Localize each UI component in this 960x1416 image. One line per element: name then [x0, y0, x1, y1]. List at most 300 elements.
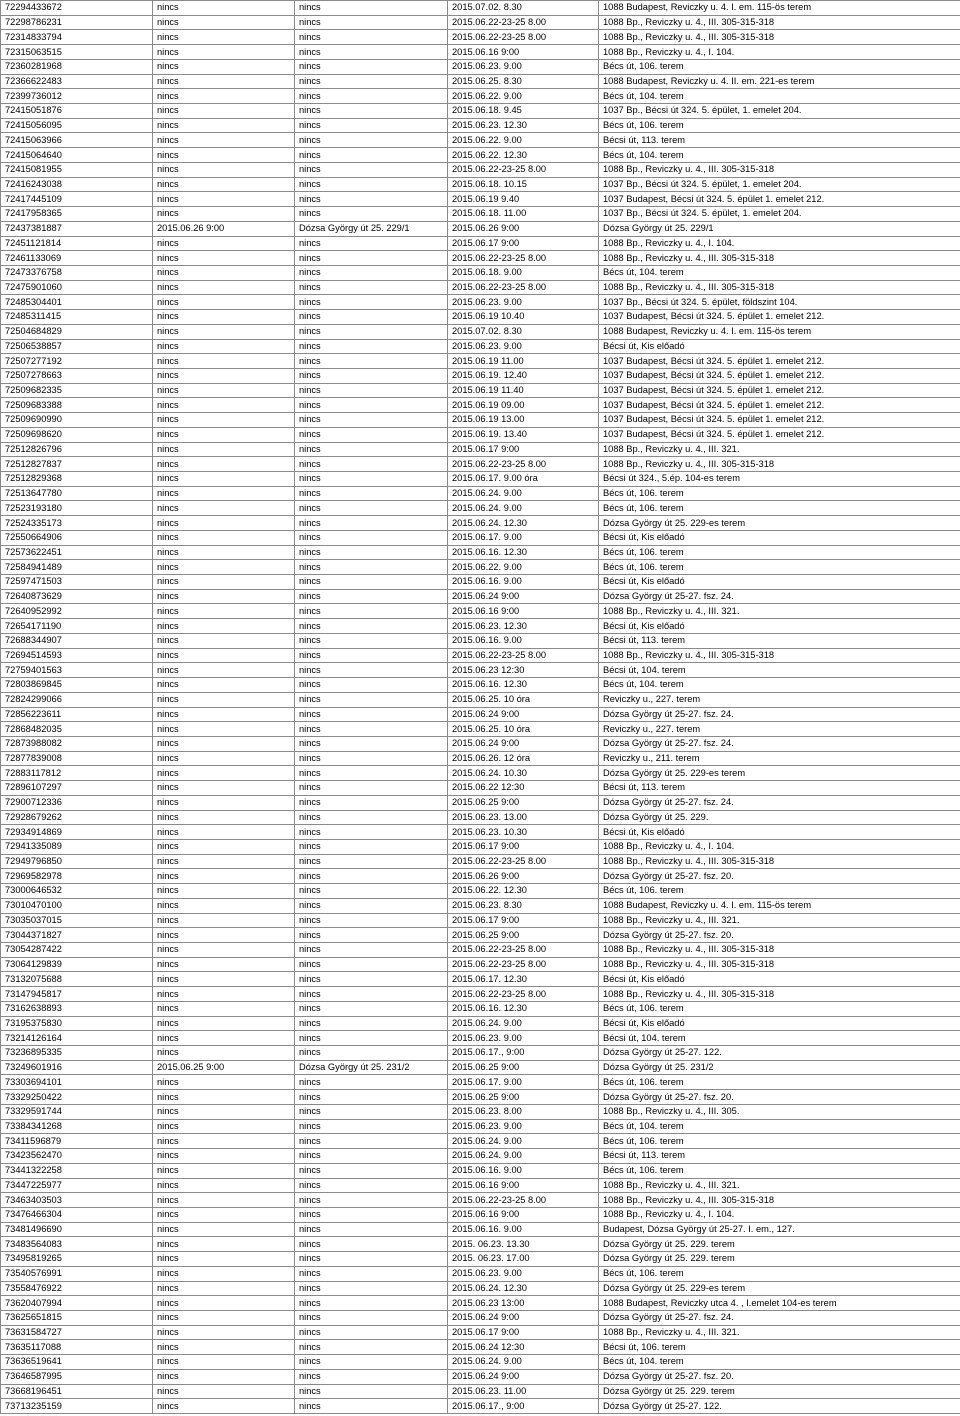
location-cell[interactable]: nincs — [295, 604, 448, 619]
id-cell[interactable]: 72969582978 — [1, 869, 153, 884]
id-cell[interactable]: 73064129839 — [1, 957, 153, 972]
exam-date-cell[interactable]: 2015.06.22. 12.30 — [448, 148, 599, 163]
date-cell[interactable]: nincs — [153, 324, 295, 339]
location-cell[interactable]: nincs — [295, 310, 448, 325]
exam-date-cell[interactable]: 2015.06.22-23-25 8.00 — [448, 648, 599, 663]
id-cell[interactable]: 73476466304 — [1, 1207, 153, 1222]
id-cell[interactable]: 72640873629 — [1, 589, 153, 604]
date-cell[interactable]: nincs — [153, 354, 295, 369]
id-cell[interactable]: 73010470100 — [1, 898, 153, 913]
date-cell[interactable]: nincs — [153, 957, 295, 972]
location-cell[interactable]: nincs — [295, 1193, 448, 1208]
id-cell[interactable]: 72314833794 — [1, 30, 153, 45]
location-cell[interactable]: nincs — [295, 1237, 448, 1252]
date-cell[interactable]: nincs — [153, 1325, 295, 1340]
location-cell[interactable]: nincs — [295, 1340, 448, 1355]
exam-location-cell[interactable]: Bécsi út, 113. terem — [599, 133, 960, 148]
exam-location-cell[interactable]: Bécsi út, 106. terem — [599, 1340, 960, 1355]
exam-date-cell[interactable]: 2015.06.16. 12.30 — [448, 678, 599, 693]
exam-location-cell[interactable]: 1037 Bp., Bécsi út 324. 5. épület, 1. emelet 204. — [599, 207, 960, 222]
exam-location-cell[interactable]: 1088 Bp., Reviczky u. 4., III. 305-315-318 — [599, 162, 960, 177]
exam-location-cell[interactable]: 1088 Bp., Reviczky u. 4., III. 305-315-318 — [599, 957, 960, 972]
date-cell[interactable]: nincs — [153, 1178, 295, 1193]
exam-location-cell[interactable]: 1088 Bp., Reviczky u. 4., I. 104. — [599, 45, 960, 60]
location-cell[interactable]: nincs — [295, 898, 448, 913]
location-cell[interactable]: nincs — [295, 972, 448, 987]
exam-date-cell[interactable]: 2015.06.22-23-25 8.00 — [448, 987, 599, 1002]
location-cell[interactable]: nincs — [295, 825, 448, 840]
location-cell[interactable]: nincs — [295, 1310, 448, 1325]
location-cell[interactable]: Dózsa György út 25. 229/1 — [295, 221, 448, 236]
exam-date-cell[interactable]: 2015.06.23. 12.30 — [448, 118, 599, 133]
location-cell[interactable]: nincs — [295, 1016, 448, 1031]
exam-location-cell[interactable]: Bécsi út, 104. terem — [599, 1031, 960, 1046]
date-cell[interactable]: nincs — [153, 692, 295, 707]
exam-date-cell[interactable]: 2015.06.25 9:00 — [448, 1090, 599, 1105]
id-cell[interactable]: 72461133069 — [1, 251, 153, 266]
date-cell[interactable]: nincs — [153, 89, 295, 104]
date-cell[interactable]: nincs — [153, 1281, 295, 1296]
location-cell[interactable]: nincs — [295, 722, 448, 737]
exam-date-cell[interactable]: 2015.06.24. 9.00 — [448, 1149, 599, 1164]
id-cell[interactable]: 73132075688 — [1, 972, 153, 987]
id-cell[interactable]: 72524335173 — [1, 516, 153, 531]
exam-location-cell[interactable]: 1088 Bp., Reviczky u. 4., III. 321. — [599, 442, 960, 457]
date-cell[interactable]: nincs — [153, 898, 295, 913]
id-cell[interactable]: 72759401563 — [1, 663, 153, 678]
exam-date-cell[interactable]: 2015. 06.23. 17.00 — [448, 1252, 599, 1267]
date-cell[interactable]: nincs — [153, 825, 295, 840]
exam-location-cell[interactable]: 1088 Budapest, Reviczky utca 4. , I.emelet 104-es terem — [599, 1296, 960, 1311]
location-cell[interactable]: nincs — [295, 943, 448, 958]
exam-date-cell[interactable]: 2015.07.02. 8.30 — [448, 1, 599, 16]
date-cell[interactable]: 2015.06.26 9:00 — [153, 221, 295, 236]
date-cell[interactable]: nincs — [153, 619, 295, 634]
date-cell[interactable]: nincs — [153, 501, 295, 516]
exam-location-cell[interactable]: Bécs út, 104. terem — [599, 89, 960, 104]
location-cell[interactable]: nincs — [295, 1134, 448, 1149]
exam-date-cell[interactable]: 2015.06.23. 9.00 — [448, 59, 599, 74]
exam-location-cell[interactable]: Bécsi út, 113. terem — [599, 633, 960, 648]
location-cell[interactable]: nincs — [295, 383, 448, 398]
exam-date-cell[interactable]: 2015.06.22-23-25 8.00 — [448, 162, 599, 177]
exam-location-cell[interactable]: Bécsi út, Kis előadó — [599, 339, 960, 354]
id-cell[interactable]: 73620407994 — [1, 1296, 153, 1311]
date-cell[interactable]: nincs — [153, 795, 295, 810]
exam-location-cell[interactable]: Dózsa György út 25. 229. terem — [599, 1384, 960, 1399]
location-cell[interactable]: nincs — [295, 207, 448, 222]
location-cell[interactable]: nincs — [295, 1355, 448, 1370]
exam-location-cell[interactable]: Bécs út, 106. terem — [599, 59, 960, 74]
location-cell[interactable]: nincs — [295, 839, 448, 854]
location-cell[interactable]: nincs — [295, 736, 448, 751]
date-cell[interactable]: nincs — [153, 1384, 295, 1399]
date-cell[interactable]: 2015.06.25 9:00 — [153, 1060, 295, 1075]
id-cell[interactable]: 73214126164 — [1, 1031, 153, 1046]
exam-date-cell[interactable]: 2015.06.22. 9.00 — [448, 89, 599, 104]
date-cell[interactable]: nincs — [153, 427, 295, 442]
exam-date-cell[interactable]: 2015.06.18. 9.45 — [448, 104, 599, 119]
location-cell[interactable]: nincs — [295, 265, 448, 280]
date-cell[interactable]: nincs — [153, 1310, 295, 1325]
exam-location-cell[interactable]: Dózsa György út 25-27. fsz. 24. — [599, 736, 960, 751]
exam-location-cell[interactable]: Dózsa György út 25-27. fsz. 24. — [599, 589, 960, 604]
exam-date-cell[interactable]: 2015.06.24. 12.30 — [448, 1281, 599, 1296]
exam-location-cell[interactable]: Bécsi út, 104. terem — [599, 663, 960, 678]
location-cell[interactable]: nincs — [295, 1119, 448, 1134]
exam-date-cell[interactable]: 2015.06.16. 9.00 — [448, 633, 599, 648]
id-cell[interactable]: 72509682335 — [1, 383, 153, 398]
exam-date-cell[interactable]: 2015.06.19 13.00 — [448, 413, 599, 428]
location-cell[interactable]: nincs — [295, 133, 448, 148]
exam-date-cell[interactable]: 2015.06.19 11.40 — [448, 383, 599, 398]
date-cell[interactable]: nincs — [153, 30, 295, 45]
date-cell[interactable]: nincs — [153, 884, 295, 899]
location-cell[interactable]: Dózsa György út 25. 231/2 — [295, 1060, 448, 1075]
exam-date-cell[interactable]: 2015.06.22-23-25 8.00 — [448, 957, 599, 972]
exam-location-cell[interactable]: Reviczky u., 227. terem — [599, 692, 960, 707]
date-cell[interactable]: nincs — [153, 310, 295, 325]
date-cell[interactable]: nincs — [153, 1104, 295, 1119]
exam-location-cell[interactable]: 1037 Budapest, Bécsi út 324. 5. épület 1. emelet 212. — [599, 398, 960, 413]
date-cell[interactable]: nincs — [153, 560, 295, 575]
exam-date-cell[interactable]: 2015.06.24. 9.00 — [448, 1134, 599, 1149]
exam-date-cell[interactable]: 2015.06.16 9:00 — [448, 1207, 599, 1222]
date-cell[interactable]: nincs — [153, 1134, 295, 1149]
date-cell[interactable]: nincs — [153, 810, 295, 825]
exam-date-cell[interactable]: 2015.06.18. 10.15 — [448, 177, 599, 192]
exam-location-cell[interactable]: Bécsi út, Kis előadó — [599, 1016, 960, 1031]
exam-location-cell[interactable]: 1088 Bp., Reviczky u. 4., III. 305-315-318 — [599, 251, 960, 266]
location-cell[interactable]: nincs — [295, 663, 448, 678]
exam-location-cell[interactable]: 1088 Bp., Reviczky u. 4., III. 305-315-318 — [599, 15, 960, 30]
location-cell[interactable]: nincs — [295, 575, 448, 590]
date-cell[interactable]: nincs — [153, 177, 295, 192]
location-cell[interactable]: nincs — [295, 589, 448, 604]
location-cell[interactable]: nincs — [295, 15, 448, 30]
exam-date-cell[interactable]: 2015.06.24 9:00 — [448, 589, 599, 604]
date-cell[interactable]: nincs — [153, 486, 295, 501]
id-cell[interactable]: 73195375830 — [1, 1016, 153, 1031]
id-cell[interactable]: 72507278663 — [1, 368, 153, 383]
exam-location-cell[interactable]: Dózsa György út 25-27. fsz. 24. — [599, 707, 960, 722]
id-cell[interactable]: 73303694101 — [1, 1075, 153, 1090]
date-cell[interactable]: nincs — [153, 1340, 295, 1355]
exam-location-cell[interactable]: Dózsa György út 25-27. fsz. 20. — [599, 928, 960, 943]
date-cell[interactable]: nincs — [153, 972, 295, 987]
date-cell[interactable]: nincs — [153, 280, 295, 295]
exam-location-cell[interactable]: Bécsi út, 113. terem — [599, 781, 960, 796]
exam-location-cell[interactable]: Bécs út, 104. terem — [599, 265, 960, 280]
date-cell[interactable]: nincs — [153, 162, 295, 177]
exam-location-cell[interactable]: Dózsa György út 25-27. fsz. 20. — [599, 869, 960, 884]
date-cell[interactable]: nincs — [153, 207, 295, 222]
date-cell[interactable]: nincs — [153, 1, 295, 16]
exam-location-cell[interactable]: Dózsa György út 25. 229-es terem — [599, 516, 960, 531]
exam-location-cell[interactable]: Bécs út, 106. terem — [599, 560, 960, 575]
location-cell[interactable]: nincs — [295, 1090, 448, 1105]
id-cell[interactable]: 73481496690 — [1, 1222, 153, 1237]
id-cell[interactable]: 72298786231 — [1, 15, 153, 30]
exam-location-cell[interactable]: 1088 Budapest, Reviczky u. 4. I. em. 115-ös terem — [599, 1, 960, 16]
location-cell[interactable]: nincs — [295, 751, 448, 766]
exam-date-cell[interactable]: 2015.06.17 9:00 — [448, 913, 599, 928]
exam-date-cell[interactable]: 2015.06.24 9:00 — [448, 1310, 599, 1325]
id-cell[interactable]: 73162638893 — [1, 1001, 153, 1016]
id-cell[interactable]: 72417445109 — [1, 192, 153, 207]
id-cell[interactable]: 72688344907 — [1, 633, 153, 648]
id-cell[interactable]: 73483564083 — [1, 1237, 153, 1252]
exam-date-cell[interactable]: 2015.06.22-23-25 8.00 — [448, 280, 599, 295]
location-cell[interactable]: nincs — [295, 1163, 448, 1178]
exam-date-cell[interactable]: 2015.06.26. 12 óra — [448, 751, 599, 766]
exam-date-cell[interactable]: 2015.06.25 9:00 — [448, 1060, 599, 1075]
exam-location-cell[interactable]: 1088 Bp., Reviczky u. 4., III. 321. — [599, 604, 960, 619]
exam-location-cell[interactable]: Bécs út, 106. terem — [599, 884, 960, 899]
location-cell[interactable]: nincs — [295, 442, 448, 457]
exam-date-cell[interactable]: 2015.06.16. 12.30 — [448, 1001, 599, 1016]
id-cell[interactable]: 72597471503 — [1, 575, 153, 590]
id-cell[interactable]: 72416243038 — [1, 177, 153, 192]
location-cell[interactable]: nincs — [295, 869, 448, 884]
location-cell[interactable]: nincs — [295, 987, 448, 1002]
date-cell[interactable]: nincs — [153, 1266, 295, 1281]
location-cell[interactable]: nincs — [295, 781, 448, 796]
id-cell[interactable]: 72509683388 — [1, 398, 153, 413]
id-cell[interactable]: 72941335089 — [1, 839, 153, 854]
id-cell[interactable]: 72584941489 — [1, 560, 153, 575]
location-cell[interactable]: nincs — [295, 1266, 448, 1281]
exam-location-cell[interactable]: 1037 Budapest, Bécsi út 324. 5. épület 1. emelet 212. — [599, 383, 960, 398]
exam-location-cell[interactable]: Bécs út, 104. terem — [599, 148, 960, 163]
exam-date-cell[interactable]: 2015.06.19 10.40 — [448, 310, 599, 325]
exam-date-cell[interactable]: 2015.06.22-23-25 8.00 — [448, 457, 599, 472]
exam-date-cell[interactable]: 2015.06.25. 10 óra — [448, 692, 599, 707]
date-cell[interactable]: nincs — [153, 1237, 295, 1252]
location-cell[interactable]: nincs — [295, 501, 448, 516]
date-cell[interactable]: nincs — [153, 575, 295, 590]
location-cell[interactable]: nincs — [295, 74, 448, 89]
exam-date-cell[interactable]: 2015.06.23. 12.30 — [448, 619, 599, 634]
location-cell[interactable]: nincs — [295, 89, 448, 104]
exam-location-cell[interactable]: Dózsa György út 25. 229/1 — [599, 221, 960, 236]
location-cell[interactable]: nincs — [295, 148, 448, 163]
exam-location-cell[interactable]: 1088 Bp., Reviczky u. 4., III. 305-315-318 — [599, 280, 960, 295]
location-cell[interactable]: nincs — [295, 957, 448, 972]
date-cell[interactable]: nincs — [153, 368, 295, 383]
id-cell[interactable]: 72415081955 — [1, 162, 153, 177]
date-cell[interactable]: nincs — [153, 766, 295, 781]
date-cell[interactable]: nincs — [153, 663, 295, 678]
location-cell[interactable]: nincs — [295, 457, 448, 472]
id-cell[interactable]: 72366622483 — [1, 74, 153, 89]
exam-location-cell[interactable]: 1037 Bp., Bécsi út 324. 5. épület, 1. emelet 204. — [599, 177, 960, 192]
exam-date-cell[interactable]: 2015.06.22-23-25 8.00 — [448, 854, 599, 869]
location-cell[interactable]: nincs — [295, 413, 448, 428]
location-cell[interactable]: nincs — [295, 766, 448, 781]
exam-date-cell[interactable]: 2015.06.19. 12.40 — [448, 368, 599, 383]
exam-date-cell[interactable]: 2015.06.16. 9.00 — [448, 1222, 599, 1237]
location-cell[interactable]: nincs — [295, 884, 448, 899]
id-cell[interactable]: 73636519641 — [1, 1355, 153, 1370]
exam-location-cell[interactable]: 1037 Budapest, Bécsi út 324. 5. épület 1. emelet 212. — [599, 368, 960, 383]
id-cell[interactable]: 72856223611 — [1, 707, 153, 722]
date-cell[interactable]: nincs — [153, 1296, 295, 1311]
exam-date-cell[interactable]: 2015.06.22. 9.00 — [448, 560, 599, 575]
exam-location-cell[interactable]: 1088 Bp., Reviczky u. 4., III. 305. — [599, 1104, 960, 1119]
exam-location-cell[interactable]: 1088 Budapest, Reviczky u. 4. I. em. 115-ös terem — [599, 324, 960, 339]
date-cell[interactable]: nincs — [153, 928, 295, 943]
exam-location-cell[interactable]: Bécs út, 104. terem — [599, 1355, 960, 1370]
id-cell[interactable]: 73463403503 — [1, 1193, 153, 1208]
exam-location-cell[interactable]: Dózsa György út 25-27. 122. — [599, 1046, 960, 1061]
date-cell[interactable]: nincs — [153, 854, 295, 869]
date-cell[interactable]: nincs — [153, 192, 295, 207]
exam-date-cell[interactable]: 2015.06.24. 9.00 — [448, 501, 599, 516]
date-cell[interactable]: nincs — [153, 472, 295, 487]
location-cell[interactable]: nincs — [295, 928, 448, 943]
location-cell[interactable]: nincs — [295, 633, 448, 648]
exam-location-cell[interactable]: 1037 Budapest, Bécsi út 324. 5. épület 1. emelet 212. — [599, 310, 960, 325]
location-cell[interactable]: nincs — [295, 1001, 448, 1016]
location-cell[interactable]: nincs — [295, 560, 448, 575]
id-cell[interactable]: 72360281968 — [1, 59, 153, 74]
exam-date-cell[interactable]: 2015.06.17 9:00 — [448, 839, 599, 854]
exam-location-cell[interactable]: 1088 Bp., Reviczky u. 4., III. 321. — [599, 913, 960, 928]
id-cell[interactable]: 73558476922 — [1, 1281, 153, 1296]
location-cell[interactable]: nincs — [295, 530, 448, 545]
date-cell[interactable]: nincs — [153, 1016, 295, 1031]
id-cell[interactable]: 73147945817 — [1, 987, 153, 1002]
location-cell[interactable]: nincs — [295, 619, 448, 634]
location-cell[interactable]: nincs — [295, 280, 448, 295]
location-cell[interactable]: nincs — [295, 854, 448, 869]
exam-date-cell[interactable]: 2015.06.19. 13.40 — [448, 427, 599, 442]
date-cell[interactable]: nincs — [153, 1046, 295, 1061]
id-cell[interactable]: 72512829368 — [1, 472, 153, 487]
location-cell[interactable]: nincs — [295, 707, 448, 722]
date-cell[interactable]: nincs — [153, 295, 295, 310]
exam-date-cell[interactable]: 2015.06.24. 10.30 — [448, 766, 599, 781]
location-cell[interactable]: nincs — [295, 427, 448, 442]
id-cell[interactable]: 72523193180 — [1, 501, 153, 516]
location-cell[interactable]: nincs — [295, 545, 448, 560]
id-cell[interactable]: 72934914869 — [1, 825, 153, 840]
exam-date-cell[interactable]: 2015.06.24 12:30 — [448, 1340, 599, 1355]
id-cell[interactable]: 73625651815 — [1, 1310, 153, 1325]
exam-location-cell[interactable]: 1088 Bp., Reviczky u. 4., III. 305-315-318 — [599, 854, 960, 869]
location-cell[interactable]: nincs — [295, 59, 448, 74]
exam-date-cell[interactable]: 2015.06.17. 9.00 — [448, 530, 599, 545]
id-cell[interactable]: 72868482035 — [1, 722, 153, 737]
exam-date-cell[interactable]: 2015.06.24. 9.00 — [448, 1016, 599, 1031]
exam-date-cell[interactable]: 2015.06.16 9:00 — [448, 604, 599, 619]
id-cell[interactable]: 73236895335 — [1, 1046, 153, 1061]
id-cell[interactable]: 73668196451 — [1, 1384, 153, 1399]
exam-location-cell[interactable]: Dózsa György út 25. 231/2 — [599, 1060, 960, 1075]
date-cell[interactable]: nincs — [153, 987, 295, 1002]
exam-location-cell[interactable]: Bécsi út, Kis előadó — [599, 530, 960, 545]
id-cell[interactable]: 72475901060 — [1, 280, 153, 295]
date-cell[interactable]: nincs — [153, 74, 295, 89]
id-cell[interactable]: 73411596879 — [1, 1134, 153, 1149]
exam-location-cell[interactable]: 1088 Budapest, Reviczky u. 4. II. em. 221-es terem — [599, 74, 960, 89]
id-cell[interactable]: 73646587995 — [1, 1369, 153, 1384]
id-cell[interactable]: 72573622451 — [1, 545, 153, 560]
location-cell[interactable]: nincs — [295, 45, 448, 60]
date-cell[interactable]: nincs — [153, 943, 295, 958]
id-cell[interactable]: 73713235159 — [1, 1399, 153, 1414]
exam-date-cell[interactable]: 2015.06.22-23-25 8.00 — [448, 251, 599, 266]
exam-location-cell[interactable]: Bécs út, 104. terem — [599, 1119, 960, 1134]
location-cell[interactable]: nincs — [295, 1384, 448, 1399]
exam-date-cell[interactable]: 2015.06.16 9:00 — [448, 1178, 599, 1193]
exam-date-cell[interactable]: 2015.06.25. 10 óra — [448, 722, 599, 737]
date-cell[interactable]: nincs — [153, 736, 295, 751]
id-cell[interactable]: 72654171190 — [1, 619, 153, 634]
date-cell[interactable]: nincs — [153, 1031, 295, 1046]
exam-location-cell[interactable]: Dózsa György út 25. 229. terem — [599, 1237, 960, 1252]
exam-location-cell[interactable]: 1088 Bp., Reviczky u. 4., I. 104. — [599, 839, 960, 854]
location-cell[interactable]: nincs — [295, 177, 448, 192]
id-cell[interactable]: 72509690990 — [1, 413, 153, 428]
id-cell[interactable]: 72415051876 — [1, 104, 153, 119]
exam-date-cell[interactable]: 2015.06.16. 9.00 — [448, 575, 599, 590]
location-cell[interactable]: nincs — [295, 1369, 448, 1384]
date-cell[interactable]: nincs — [153, 148, 295, 163]
exam-date-cell[interactable]: 2015.06.23. 13.00 — [448, 810, 599, 825]
location-cell[interactable]: nincs — [295, 1075, 448, 1090]
date-cell[interactable]: nincs — [153, 1207, 295, 1222]
exam-location-cell[interactable]: 1037 Budapest, Bécsi út 324. 5. épület 1. emelet 212. — [599, 192, 960, 207]
id-cell[interactable]: 72294433672 — [1, 1, 153, 16]
exam-date-cell[interactable]: 2015.06.23. 10.30 — [448, 825, 599, 840]
exam-location-cell[interactable]: 1088 Bp., Reviczky u. 4., I. 104. — [599, 1207, 960, 1222]
id-cell[interactable]: 72883117812 — [1, 766, 153, 781]
location-cell[interactable]: nincs — [295, 339, 448, 354]
id-cell[interactable]: 73035037015 — [1, 913, 153, 928]
exam-date-cell[interactable]: 2015.06.22. 9.00 — [448, 133, 599, 148]
exam-date-cell[interactable]: 2015.06.17. 9.00 óra — [448, 472, 599, 487]
exam-location-cell[interactable]: 1088 Bp., Reviczky u. 4., III. 305-315-318 — [599, 648, 960, 663]
date-cell[interactable]: nincs — [153, 236, 295, 251]
date-cell[interactable]: nincs — [153, 1163, 295, 1178]
exam-date-cell[interactable]: 2015.06.17. 12.30 — [448, 972, 599, 987]
id-cell[interactable]: 73540576991 — [1, 1266, 153, 1281]
exam-location-cell[interactable]: 1088 Bp., Reviczky u. 4., III. 321. — [599, 1178, 960, 1193]
exam-date-cell[interactable]: 2015.06.23. 8.00 — [448, 1104, 599, 1119]
location-cell[interactable]: nincs — [295, 1252, 448, 1267]
id-cell[interactable]: 72877839008 — [1, 751, 153, 766]
location-cell[interactable]: nincs — [295, 516, 448, 531]
id-cell[interactable]: 73441322258 — [1, 1163, 153, 1178]
exam-location-cell[interactable]: Bécs út, 106. terem — [599, 486, 960, 501]
exam-date-cell[interactable]: 2015.06.22-23-25 8.00 — [448, 943, 599, 958]
id-cell[interactable]: 73384341268 — [1, 1119, 153, 1134]
location-cell[interactable]: nincs — [295, 678, 448, 693]
date-cell[interactable]: nincs — [153, 398, 295, 413]
id-cell[interactable]: 72900712336 — [1, 795, 153, 810]
location-cell[interactable]: nincs — [295, 692, 448, 707]
location-cell[interactable]: nincs — [295, 795, 448, 810]
location-cell[interactable]: nincs — [295, 192, 448, 207]
exam-location-cell[interactable]: Bécs út, 106. terem — [599, 1075, 960, 1090]
id-cell[interactable]: 73447225977 — [1, 1178, 153, 1193]
id-cell[interactable]: 73044371827 — [1, 928, 153, 943]
date-cell[interactable]: nincs — [153, 265, 295, 280]
exam-date-cell[interactable]: 2015. 06.23. 13.30 — [448, 1237, 599, 1252]
id-cell[interactable]: 73495819265 — [1, 1252, 153, 1267]
